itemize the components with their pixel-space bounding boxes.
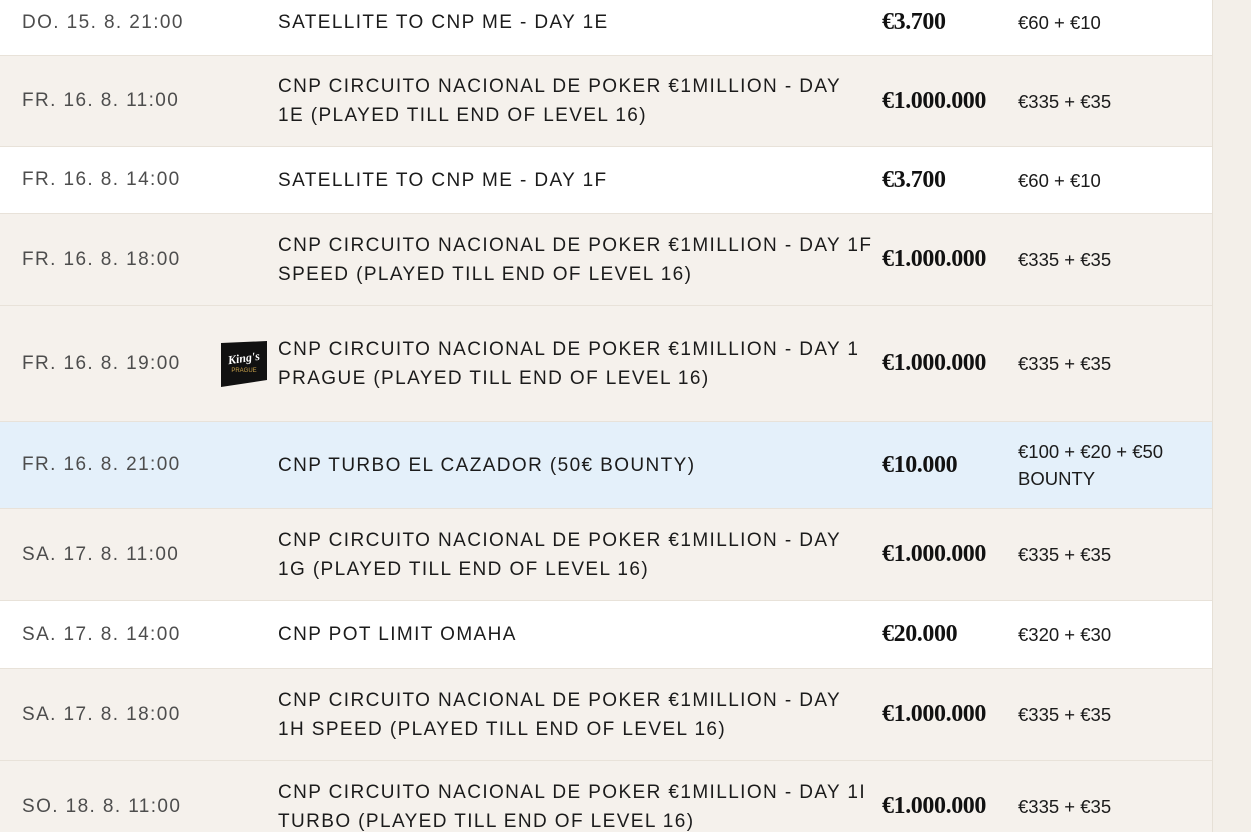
row-date: DO. 15. 8. 21:00 [22, 11, 184, 33]
prize-pool: €10.000 [882, 451, 958, 478]
logo-text-prague: PRAGUE [231, 367, 257, 374]
buy-in: €335 + €35 [1018, 796, 1112, 817]
prize-pool: €1.000.000 [882, 246, 987, 272]
schedule-row[interactable] [0, 214, 1212, 306]
schedule-row[interactable] [0, 0, 1212, 56]
prize-pool: €1.000.000 [882, 793, 987, 819]
buy-in: €100 + €20 + €50 BOUNTY [1018, 441, 1164, 489]
venue-logo-cell [221, 0, 267, 55]
buy-in: €335 + €35 [1018, 353, 1112, 374]
prize-pool: €1.000.000 [882, 350, 987, 376]
venue-logo-cell [221, 214, 267, 305]
venue-logo-cell [221, 306, 267, 421]
tournament-name: CNP CIRCUITO NACIONAL DE POKER €1MILLION - DAY 1 PRAGUE (PLAYED TILL END OF LEVEL 16) [278, 338, 860, 389]
tournament-name: CNP CIRCUITO NACIONAL DE POKER €1MILLION - DAY 1E (PLAYED TILL END OF LEVEL 16) [278, 76, 841, 126]
venue-logo-cell [221, 422, 267, 508]
prize-pool: €1.000.000 [882, 541, 987, 567]
tournament-name: CNP CIRCUITO NACIONAL DE POKER €1MILLION - DAY 1F SPEED (PLAYED TILL END OF LEVEL 16) [278, 234, 873, 285]
venue-logo-cell [221, 601, 267, 668]
row-date: FR. 16. 8. 19:00 [22, 352, 181, 374]
tournament-name: CNP CIRCUITO NACIONAL DE POKER €1MILLION - DAY 1H SPEED (PLAYED TILL END OF LEVEL 16) [278, 689, 841, 740]
tournament-name: CNP CIRCUITO NACIONAL DE POKER €1MILLION - DAY 1I TURBO (PLAYED TILL END OF LEVEL 16) [278, 781, 867, 832]
prize-pool: €1.000.000 [882, 701, 987, 727]
venue-logo-cell [221, 669, 267, 760]
tournament-name: CNP TURBO EL CAZADOR (50€ BOUNTY) [278, 454, 696, 476]
schedule-row[interactable] [0, 761, 1212, 832]
prize-pool: €1.000.000 [882, 87, 987, 114]
venue-logo-cell [221, 56, 267, 146]
buy-in: €335 + €35 [1018, 704, 1112, 725]
schedule-row[interactable] [0, 422, 1212, 509]
scrollbar-track[interactable] [1212, 0, 1251, 832]
schedule-row[interactable] [0, 56, 1212, 147]
buy-in: €335 + €35 [1018, 249, 1112, 270]
prize-pool: €3.700 [882, 166, 946, 193]
venue-logo-cell [221, 509, 267, 600]
row-date: FR. 16. 8. 11:00 [22, 90, 180, 111]
schedule-row[interactable] [0, 306, 1212, 422]
buy-in: €335 + €35 [1018, 90, 1112, 112]
row-date: SO. 18. 8. 11:00 [22, 795, 182, 817]
schedule-row[interactable] [0, 147, 1212, 214]
buy-in: €60 + €10 [1018, 169, 1101, 191]
tournament-name: CNP POT LIMIT OMAHA [278, 624, 517, 645]
row-date: SA. 17. 8. 18:00 [22, 703, 181, 725]
buy-in: €320 + €30 [1018, 624, 1112, 645]
venue-logo-cell [221, 147, 267, 213]
venue-logo-cell [221, 761, 267, 832]
kings-prague-logo-icon [221, 341, 267, 387]
schedule-row[interactable] [0, 601, 1212, 669]
row-date: FR. 16. 8. 21:00 [22, 454, 181, 475]
prize-pool: €20.000 [882, 621, 958, 647]
schedule-row[interactable] [0, 669, 1212, 761]
buy-in: €60 + €10 [1018, 12, 1101, 33]
schedule-row[interactable] [0, 509, 1212, 601]
row-date: FR. 16. 8. 14:00 [22, 169, 181, 190]
tournament-name: SATELLITE TO CNP ME - DAY 1E [278, 12, 609, 33]
buy-in: €335 + €35 [1018, 544, 1112, 565]
tournament-name: SATELLITE TO CNP ME - DAY 1F [278, 169, 608, 191]
prize-pool: €3.700 [882, 9, 946, 35]
logo-text-kings: King's [227, 348, 261, 367]
tournament-name: CNP CIRCUITO NACIONAL DE POKER €1MILLION - DAY 1G (PLAYED TILL END OF LEVEL 16) [278, 529, 841, 580]
row-date: FR. 16. 8. 18:00 [22, 248, 181, 270]
row-date: SA. 17. 8. 11:00 [22, 543, 180, 565]
row-date: SA. 17. 8. 14:00 [22, 623, 181, 645]
